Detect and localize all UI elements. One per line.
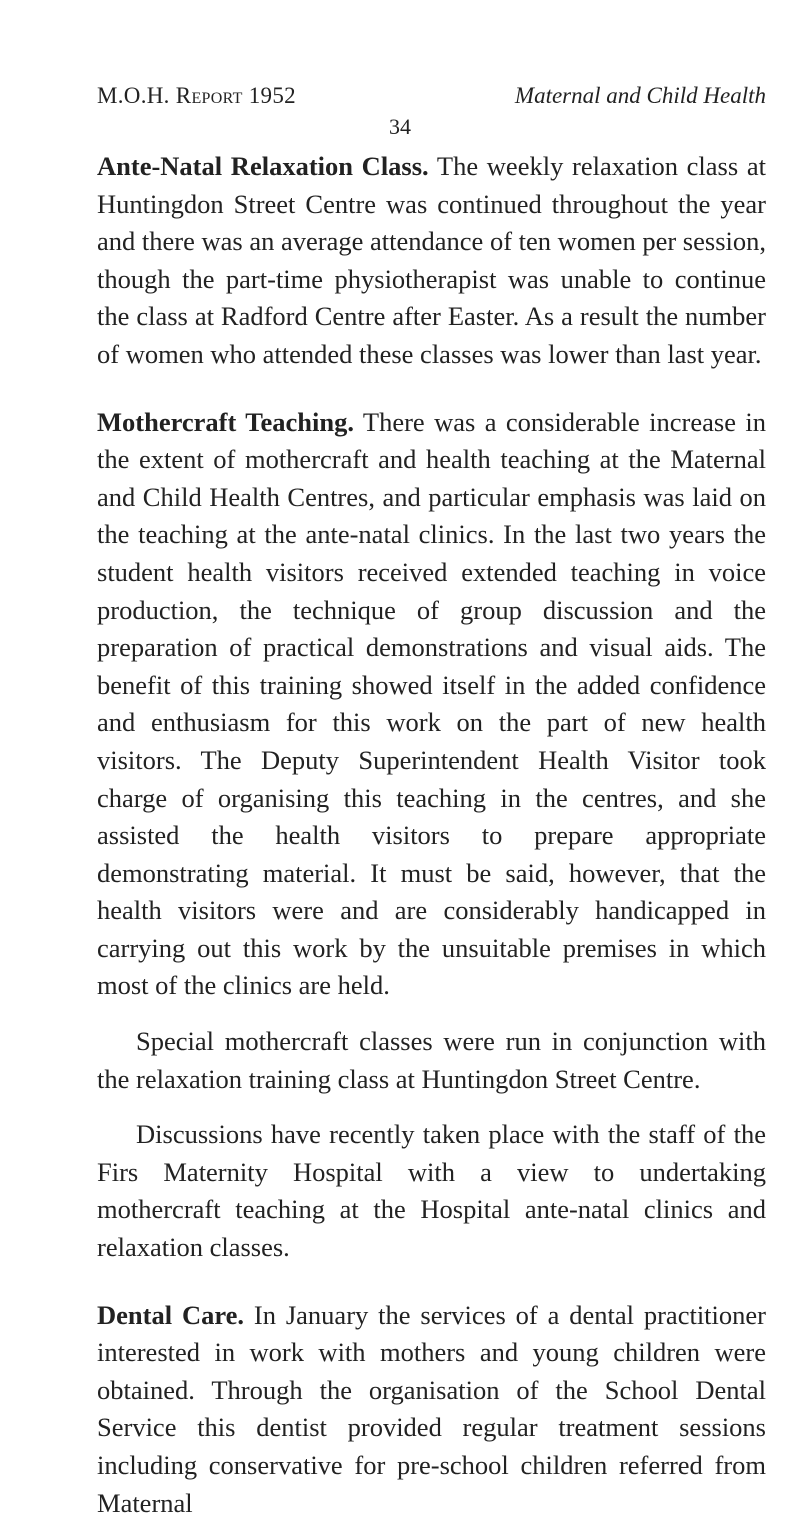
paragraph-text: There was a considerable increase in the extent of mothercraft and health teaching at the Maternal and Child Health Centres, and particular emphasis was laid on the teaching at the ante-natal clinics. In the last two years the student health visitors received extended teaching in voice production, the technique of group discussion and the preparation of practical demonstrations and visual aids. The benefit of this training showed itself in the added confidence and enthusiasm for this work on the part of new health visitors. The Deputy Superintendent Health Visitor took charge of organising this teaching in the centres, and she assisted the health visitors to prepare appropriate demonstrating material. It must be said, however, that the health visitors were and are considerably handicapped in carrying out this work by the unsuitable premises in which most of the clinics are held. [97,406,766,1001]
paragraph-discussions [97,1116,766,1266]
body-text [97,148,766,1522]
paragraph-text: The weekly relaxation class at Huntingdon Street Centre was continued throughout the year and there was an average attendance of ten women per session, though the part-time physiotherapist was unable to continue the class at Radford Centre after Easter. As a result the number of women who attended these classes was lower than last year. [97,151,766,369]
section-heading-dental-care: Dental Care. [97,1299,245,1330]
paragraph-text: Discussions have recently taken place with the staff of the Firs Maternity Hospital with a view to undertaking mothercraft teaching at the Hospital ante-natal clinics and relaxation classes. [97,1119,766,1263]
paragraph-mothercraft [97,404,766,1006]
running-header [97,78,766,114]
paragraph-dental-care [97,1297,766,1522]
section-heading-mothercraft: Mothercraft Teaching. [97,406,354,437]
page-number: 34 [389,114,411,139]
report-title [97,78,296,114]
section-heading-ante-natal: Ante-Natal Relaxation Class. [97,151,429,181]
paragraph-ante-natal [97,148,766,374]
report-word: Report [175,83,243,108]
report-prefix: M.O.H. [97,83,170,108]
paragraph-text: In January the services of a dental practitioner interested in work with mothers and young children were obtained. Through the organisation of the School Dental Service this dentist provided regular treatment sessions including conservative for pre-school children referred from Maternal [97,1299,766,1518]
report-year: 1952 [248,83,296,108]
paragraph-text: Special mothercraft classes were run in conjunction with the relaxation training class at Huntingdon Street Centre. [97,1026,766,1094]
chapter-title: Maternal and Child Health [514,83,766,108]
paragraph-special-classes [97,1023,766,1098]
